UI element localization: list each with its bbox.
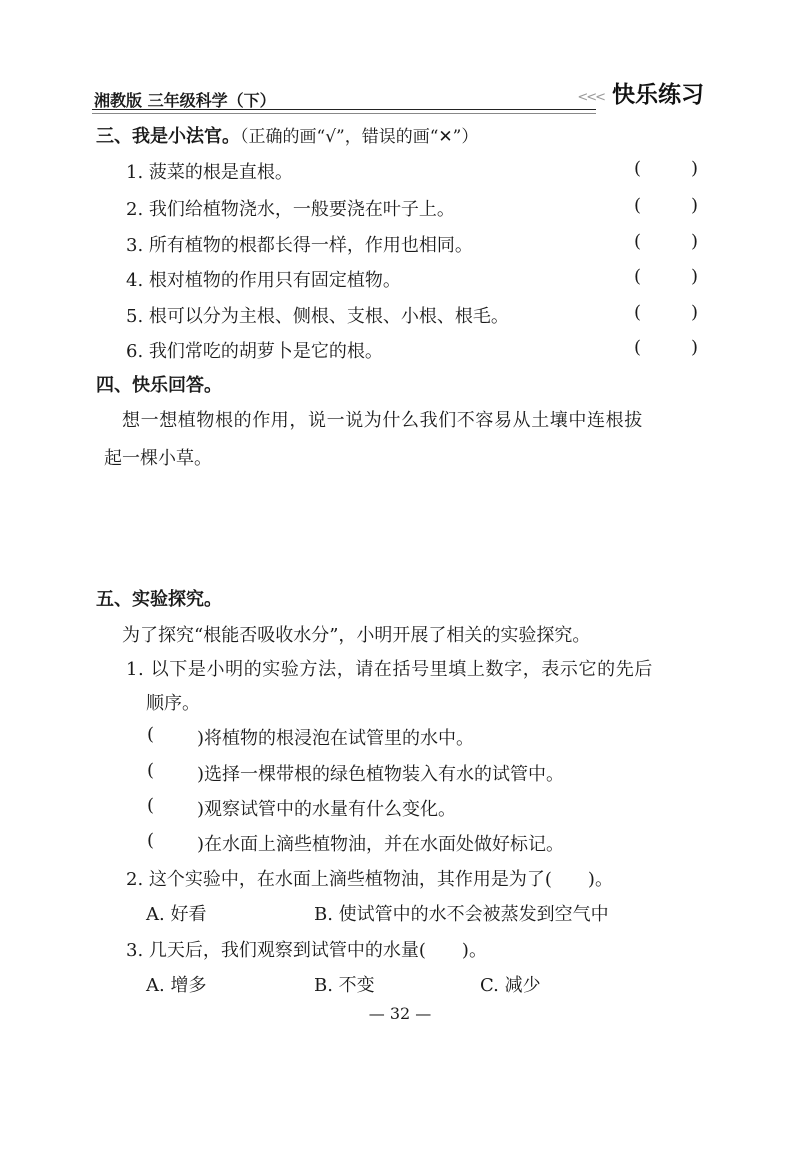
section-3-instruction: （正确的画“√”，错误的画“✕”）: [240, 127, 479, 147]
question-text-line-1: 想一想植物根的作用，说一说为什么我们不容易从土壤中连根拔: [122, 410, 643, 431]
question-2: 2. 这个实验中，在水面上滴些植物油，其作用是为了( )。: [126, 869, 613, 890]
header-title: 快乐练习: [612, 82, 704, 108]
q3-option-a[interactable]: A. 增多: [146, 975, 207, 996]
order-blank-4[interactable]: (: [147, 830, 155, 851]
question-1-line-1: 1. 以下是小明的实验方法，请在括号里填上数字，表示它的先后: [126, 659, 653, 680]
q2-option-b[interactable]: B. 使试管中的水不会被蒸发到空气中: [314, 904, 609, 925]
step-item-4: )在水面上滴些植物油，并在水面处做好标记。: [197, 834, 565, 855]
order-blank-1[interactable]: (: [147, 724, 155, 745]
order-blank-2[interactable]: (: [147, 760, 155, 781]
judge-item-6: 6. 我们常吃的胡萝卜是它的根。: [126, 341, 383, 362]
step-item-3: )观察试管中的水量有什么变化。: [197, 799, 457, 820]
section-3-title: 三、我是小法官。: [96, 126, 240, 147]
header-divider-thin: [92, 113, 596, 114]
header-divider: [92, 109, 596, 110]
section-3-heading: [96, 122, 478, 148]
experiment-intro: 为了探究“根能否吸收水分”，小明开展了相关的实验探究。: [122, 625, 591, 646]
section-4-heading: 四、快乐回答。: [96, 375, 222, 396]
textbook-edition-label: 湘教版 三年级科学（下）: [94, 91, 276, 110]
answer-blank-6[interactable]: ( ): [634, 337, 698, 358]
judge-item-5: 5. 根可以分为主根、侧根、支根、小根、根毛。: [126, 306, 509, 327]
q3-option-c[interactable]: C. 减少: [480, 975, 541, 996]
header-brand: [577, 76, 704, 109]
step-item-2: )选择一棵带根的绿色植物装入有水的试管中。: [197, 764, 565, 785]
judge-item-1: 1. 菠菜的根是直根。: [126, 162, 293, 183]
question-3: 3. 几天后，我们观察到试管中的水量( )。: [126, 940, 487, 961]
answer-blank-2[interactable]: ( ): [634, 195, 698, 216]
page-header: [92, 76, 704, 110]
step-item-1: )将植物的根浸泡在试管里的水中。: [197, 728, 475, 749]
answer-blank-4[interactable]: ( ): [634, 266, 698, 287]
order-blank-3[interactable]: (: [147, 795, 155, 816]
answer-blank-3[interactable]: ( ): [634, 231, 698, 252]
section-5-heading: 五、实验探究。: [96, 589, 222, 610]
judge-item-2: 2. 我们给植物浇水，一般要浇在叶子上。: [126, 199, 455, 220]
page-number: — 32 —: [368, 1004, 432, 1023]
q3-option-b[interactable]: B. 不变: [314, 975, 375, 996]
chevron-left-icon: <<<: [577, 90, 604, 105]
question-1-line-2: 顺序。: [146, 693, 200, 714]
answer-blank-5[interactable]: ( ): [634, 302, 698, 323]
q2-option-a[interactable]: A. 好看: [146, 904, 207, 925]
judge-item-4: 4. 根对植物的作用只有固定植物。: [126, 270, 401, 291]
judge-item-3: 3. 所有植物的根都长得一样，作用也相同。: [126, 235, 473, 256]
answer-blank-1[interactable]: ( ): [634, 158, 698, 179]
question-text-line-2: 起一棵小草。: [104, 448, 212, 469]
